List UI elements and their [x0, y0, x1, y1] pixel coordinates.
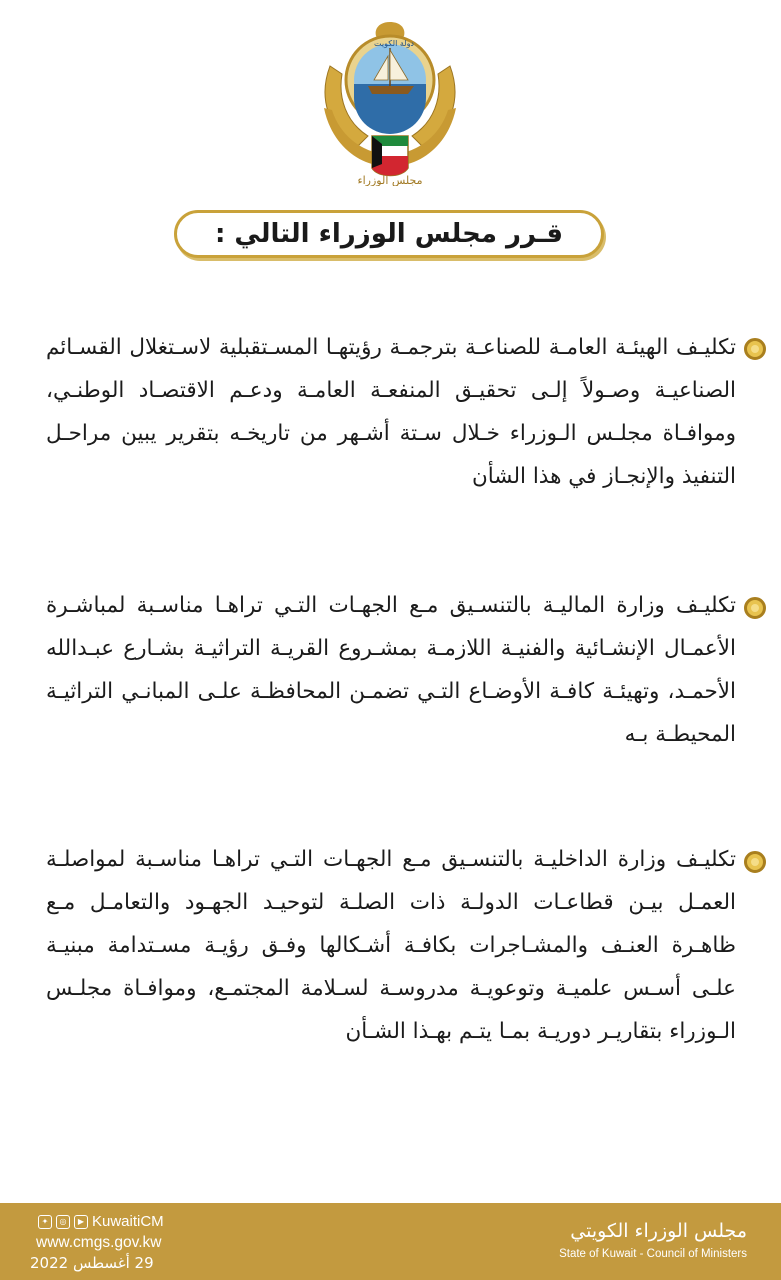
emblem-bottom-text: مجلس الوزراء: [357, 174, 423, 186]
emblem-top-text: دولة الكويت: [374, 39, 414, 48]
footer-bar: [0, 1203, 781, 1280]
council-name-en: State of Kuwait - Council of Ministers: [559, 1248, 747, 1260]
kuwait-council-emblem: [310, 18, 470, 186]
twitter-icon[interactable]: ✦: [38, 1215, 52, 1229]
publish-date: 29 أغسطس 2022: [30, 1254, 154, 1272]
youtube-icon[interactable]: ▶: [74, 1215, 88, 1229]
decision-title-box: [174, 210, 604, 258]
website-link[interactable]: www.cmgs.gov.kw: [36, 1234, 162, 1251]
instagram-icon[interactable]: ◎: [56, 1215, 70, 1229]
footer-contact: [30, 1211, 230, 1274]
footer-council: [559, 1217, 747, 1260]
social-handle[interactable]: KuwaitiCM: [92, 1213, 164, 1230]
council-name-ar: مجلس الوزراء الكويتي: [570, 1220, 747, 1242]
decision-item-1: تكليـف الهيئـة العامـة للصناعـة بترجمـة رؤيتهـا المسـتقبلية لاسـتغلال القسـائم الصناعيـة وصـولاً إلـى تحقيـق المنفعـة العامـة ودعـم الاقتصـاد الوطنـي، وموافـاة مجلـس الـوزراء خـلال سـتة أشـهر من تاريخـه بتقرير يبين مراحـل التنفيذ والإنجـاز في هذا الشأن: [46, 335, 736, 489]
decision-title: قـرر مجلس الوزراء التالي :: [214, 219, 564, 249]
decision-item-2: تكليـف وزارة الماليـة بالتنسـيق مـع الجهـات التـي تراهـا مناسـبة لمباشـرة الأعمـال الإنشـائية والفنيـة اللازمـة بمشـروع القريـة التراثيـة بشـارع عبـدالله الأحمـد، وتهيئـة كافـة الأوضـاع التـي تضمـن المحافظـة علـى المبانـي التراثيـة المحيطـة بـه: [46, 593, 736, 747]
bullet-icon: [744, 851, 766, 873]
decision-item-3: تكليـف وزارة الداخليـة بالتنسـيق مـع الجهـات التـي تراهـا مناسـبة لمواصلـة العمـل بيـن قطاعـات الدولـة ذات الصلـة لتوحيـد الجهـود والتعامـل مـع ظاهـرة العنـف والمشـاجرات بكافـة أشـكالها وفـق رؤيـة مسـتدامة مبنيـة علـى أسـس علميـة وتوعويـة مدروسـة لسـلامة المجتمـع، وموافـاة مجلـس الـوزراء بتقاريـر دوريـة بمـا يتـم بهـذا الشـأن: [46, 847, 736, 1044]
bullet-icon: [744, 597, 766, 619]
social-row: [30, 1211, 230, 1232]
bullet-icon: [744, 338, 766, 360]
